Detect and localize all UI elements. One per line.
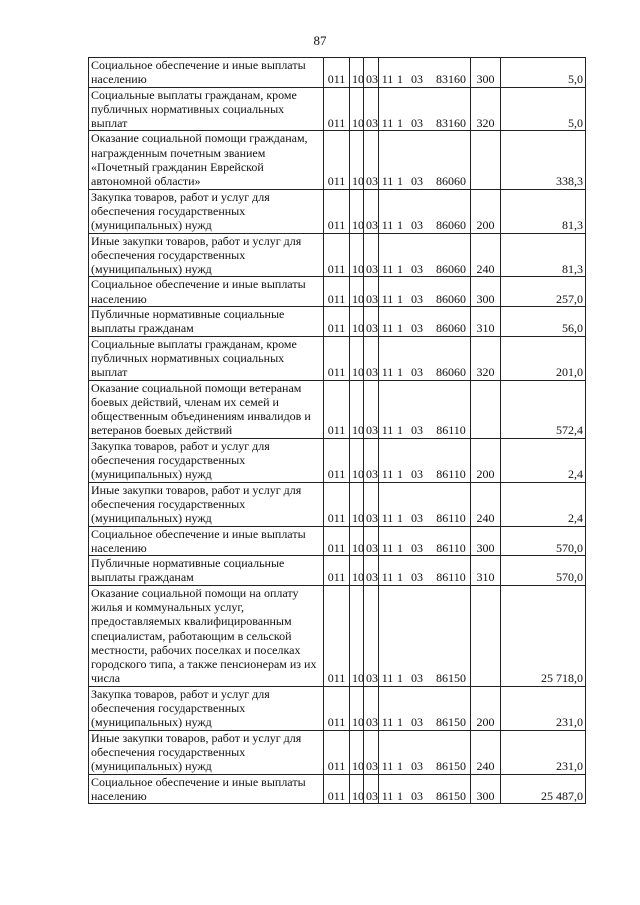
subsection-code: 03: [364, 380, 379, 438]
amount: 81,3: [501, 189, 586, 233]
amount: 201,0: [501, 336, 586, 380]
page-number: 87: [313, 33, 327, 48]
program-code: 11: [381, 218, 394, 233]
main-event-code: 03: [411, 321, 423, 336]
section-code: 10: [350, 87, 364, 131]
ministry-code: 011: [324, 730, 350, 774]
expense-type-code: 300: [471, 526, 501, 556]
main-event-code: 03: [411, 570, 423, 585]
ministry-code: 011: [324, 277, 350, 307]
amount: 338,3: [501, 131, 586, 189]
direction-code: 86150: [436, 715, 466, 730]
target-article: [379, 277, 471, 307]
expense-name: Оказание социальной помощи на оплату жилья и коммунальных услуг, предоставляемых квалифицированным специалистам, работающим в сельской местности, рабочих поселках и поселках городского типа, а также пенсионерам из их числа: [89, 585, 324, 686]
program-code: 11: [381, 262, 394, 277]
expense-name: Социальное обеспечение и иные выплаты населению: [89, 58, 324, 88]
main-event-code: 03: [411, 511, 423, 526]
subprogram-code: 1: [397, 262, 403, 277]
target-article: [379, 87, 471, 131]
table-row: [89, 686, 586, 730]
direction-code: 86060: [436, 262, 466, 277]
program-code: 11: [381, 174, 394, 189]
section-code: 10: [350, 774, 364, 804]
expense-type-code: 310: [471, 307, 501, 337]
subsection-code: 03: [364, 438, 379, 482]
subprogram-code: 1: [397, 72, 403, 87]
expense-type-code: 200: [471, 189, 501, 233]
ministry-code: 011: [324, 307, 350, 337]
table-row: [89, 730, 586, 774]
subsection-code: 03: [364, 131, 379, 189]
subsection-code: 03: [364, 307, 379, 337]
amount: 570,0: [501, 556, 586, 586]
subsection-code: 03: [364, 585, 379, 686]
main-event-code: 03: [411, 291, 423, 306]
direction-code: 86060: [436, 218, 466, 233]
expense-name: Социальные выплаты гражданам, кроме публичных нормативных социальных выплат: [89, 336, 324, 380]
main-event-code: 03: [411, 423, 423, 438]
subprogram-code: 1: [397, 715, 403, 730]
amount: 56,0: [501, 307, 586, 337]
subprogram-code: 1: [397, 467, 403, 482]
target-article: [379, 556, 471, 586]
ministry-code: 011: [324, 189, 350, 233]
subprogram-code: 1: [397, 365, 403, 380]
direction-code: 86150: [436, 759, 466, 774]
expense-name: Социальное обеспечение и иные выплаты населению: [89, 526, 324, 556]
expense-type-code: 300: [471, 58, 501, 88]
main-event-code: 03: [411, 218, 423, 233]
target-article: [379, 189, 471, 233]
expense-type-code: 200: [471, 686, 501, 730]
table-row: [89, 774, 586, 804]
subprogram-code: 1: [397, 540, 403, 555]
ministry-code: 011: [324, 380, 350, 438]
amount: 25 487,0: [501, 774, 586, 804]
amount: 572,4: [501, 380, 586, 438]
ministry-code: 011: [324, 526, 350, 556]
ministry-code: 011: [324, 233, 350, 277]
amount: 231,0: [501, 686, 586, 730]
subsection-code: 03: [364, 526, 379, 556]
ministry-code: 011: [324, 556, 350, 586]
direction-code: 86110: [436, 570, 466, 585]
expense-name: Закупка товаров, работ и услуг для обеспечения государственных (муниципальных) нужд: [89, 189, 324, 233]
table-row: [89, 585, 586, 686]
direction-code: 83160: [436, 72, 466, 87]
table-row: [89, 438, 586, 482]
expense-type-code: 240: [471, 482, 501, 526]
expense-type-code: 200: [471, 438, 501, 482]
program-code: 11: [381, 570, 394, 585]
direction-code: 86150: [436, 671, 466, 686]
expense-name: Оказание социальной помощи гражданам, награжденным почетным званием «Почетный гражданин Еврейской автономной области»: [89, 131, 324, 189]
direction-code: 86110: [436, 540, 466, 555]
amount: 257,0: [501, 277, 586, 307]
subsection-code: 03: [364, 556, 379, 586]
expense-type-code: 300: [471, 774, 501, 804]
expense-name: Иные закупки товаров, работ и услуг для обеспечения государственных (муниципальных) нужд: [89, 482, 324, 526]
section-code: 10: [350, 438, 364, 482]
subprogram-code: 1: [397, 218, 403, 233]
section-code: 10: [350, 189, 364, 233]
amount: 231,0: [501, 730, 586, 774]
target-article: [379, 585, 471, 686]
table-row: [89, 336, 586, 380]
subprogram-code: 1: [397, 671, 403, 686]
table-row: [89, 526, 586, 556]
main-event-code: 03: [411, 262, 423, 277]
section-code: 10: [350, 686, 364, 730]
expense-type-code: 300: [471, 277, 501, 307]
program-code: 11: [381, 423, 394, 438]
subsection-code: 03: [364, 730, 379, 774]
target-article: [379, 526, 471, 556]
direction-code: 86110: [436, 467, 466, 482]
subprogram-code: 1: [397, 570, 403, 585]
program-code: 11: [381, 321, 394, 336]
program-code: 11: [381, 116, 394, 131]
target-article: [379, 58, 471, 88]
ministry-code: 011: [324, 58, 350, 88]
expense-name: Оказание социальной помощи ветеранам боевых действий, членам их семей и общественным объединениям инвалидов и ветеранов боевых действий: [89, 380, 324, 438]
target-article: [379, 482, 471, 526]
main-event-code: 03: [411, 467, 423, 482]
ministry-code: 011: [324, 87, 350, 131]
section-code: 10: [350, 336, 364, 380]
amount: 570,0: [501, 526, 586, 556]
ministry-code: 011: [324, 438, 350, 482]
direction-code: 86060: [436, 321, 466, 336]
table-row: [89, 277, 586, 307]
program-code: 11: [381, 715, 394, 730]
section-code: 10: [350, 730, 364, 774]
expense-type-code: 320: [471, 336, 501, 380]
amount: 5,0: [501, 87, 586, 131]
table-body: [89, 58, 586, 804]
table-row: [89, 482, 586, 526]
amount: 2,4: [501, 438, 586, 482]
target-article: [379, 307, 471, 337]
target-article: [379, 774, 471, 804]
main-event-code: 03: [411, 788, 423, 803]
table-row: [89, 87, 586, 131]
direction-code: 86110: [436, 423, 466, 438]
ministry-code: 011: [324, 585, 350, 686]
table-row: [89, 131, 586, 189]
program-code: 11: [381, 72, 394, 87]
main-event-code: 03: [411, 671, 423, 686]
section-code: 10: [350, 58, 364, 88]
main-event-code: 03: [411, 540, 423, 555]
subsection-code: 03: [364, 336, 379, 380]
target-article: [379, 233, 471, 277]
target-article: [379, 730, 471, 774]
subprogram-code: 1: [397, 788, 403, 803]
subsection-code: 03: [364, 87, 379, 131]
program-code: 11: [381, 671, 394, 686]
ministry-code: 011: [324, 131, 350, 189]
section-code: 10: [350, 131, 364, 189]
section-code: 10: [350, 307, 364, 337]
table-row: [89, 556, 586, 586]
expense-type-code: 240: [471, 730, 501, 774]
amount: 81,3: [501, 233, 586, 277]
ministry-code: 011: [324, 774, 350, 804]
subprogram-code: 1: [397, 511, 403, 526]
subprogram-code: 1: [397, 423, 403, 438]
section-code: 10: [350, 380, 364, 438]
section-code: 10: [350, 556, 364, 586]
subprogram-code: 1: [397, 116, 403, 131]
subsection-code: 03: [364, 58, 379, 88]
table-row: [89, 233, 586, 277]
program-code: 11: [381, 788, 394, 803]
expense-type-code: [471, 585, 501, 686]
target-article: [379, 438, 471, 482]
program-code: 11: [381, 511, 394, 526]
expense-type-code: 240: [471, 233, 501, 277]
expense-type-code: [471, 380, 501, 438]
direction-code: 86060: [436, 174, 466, 189]
section-code: 10: [350, 233, 364, 277]
main-event-code: 03: [411, 174, 423, 189]
subsection-code: 03: [364, 277, 379, 307]
expense-name: Иные закупки товаров, работ и услуг для обеспечения государственных (муниципальных) нужд: [89, 233, 324, 277]
ministry-code: 011: [324, 336, 350, 380]
direction-code: 86060: [436, 291, 466, 306]
table-row: [89, 380, 586, 438]
expense-name: Публичные нормативные социальные выплаты гражданам: [89, 556, 324, 586]
direction-code: 86150: [436, 788, 466, 803]
ministry-code: 011: [324, 686, 350, 730]
program-code: 11: [381, 365, 394, 380]
expense-name: Социальные выплаты гражданам, кроме публичных нормативных социальных выплат: [89, 87, 324, 131]
main-event-code: 03: [411, 365, 423, 380]
target-article: [379, 686, 471, 730]
expense-type-code: 310: [471, 556, 501, 586]
table-row: [89, 307, 586, 337]
subprogram-code: 1: [397, 291, 403, 306]
subsection-code: 03: [364, 686, 379, 730]
section-code: 10: [350, 526, 364, 556]
direction-code: 86060: [436, 365, 466, 380]
expense-type-code: [471, 131, 501, 189]
expense-type-code: 320: [471, 87, 501, 131]
target-article: [379, 380, 471, 438]
program-code: 11: [381, 467, 394, 482]
section-code: 10: [350, 277, 364, 307]
main-event-code: 03: [411, 759, 423, 774]
subsection-code: 03: [364, 774, 379, 804]
subprogram-code: 1: [397, 174, 403, 189]
target-article: [379, 131, 471, 189]
subprogram-code: 1: [397, 759, 403, 774]
program-code: 11: [381, 540, 394, 555]
expense-name: Публичные нормативные социальные выплаты гражданам: [89, 307, 324, 337]
main-event-code: 03: [411, 715, 423, 730]
expense-name: Иные закупки товаров, работ и услуг для обеспечения государственных (муниципальных) нужд: [89, 730, 324, 774]
section-code: 10: [350, 585, 364, 686]
table-row: [89, 58, 586, 88]
program-code: 11: [381, 291, 394, 306]
subsection-code: 03: [364, 189, 379, 233]
expense-name: Социальное обеспечение и иные выплаты населению: [89, 277, 324, 307]
expense-name: Закупка товаров, работ и услуг для обеспечения государственных (муниципальных) нужд: [89, 438, 324, 482]
subprogram-code: 1: [397, 321, 403, 336]
ministry-code: 011: [324, 482, 350, 526]
amount: 5,0: [501, 58, 586, 88]
main-event-code: 03: [411, 116, 423, 131]
direction-code: 86110: [436, 511, 466, 526]
section-code: 10: [350, 482, 364, 526]
budget-table: [88, 57, 586, 804]
main-event-code: 03: [411, 72, 423, 87]
subsection-code: 03: [364, 482, 379, 526]
target-article: [379, 336, 471, 380]
table-row: [89, 189, 586, 233]
amount: 25 718,0: [501, 585, 586, 686]
expense-name: Социальное обеспечение и иные выплаты населению: [89, 774, 324, 804]
program-code: 11: [381, 759, 394, 774]
subsection-code: 03: [364, 233, 379, 277]
direction-code: 83160: [436, 116, 466, 131]
expense-name: Закупка товаров, работ и услуг для обеспечения государственных (муниципальных) нужд: [89, 686, 324, 730]
amount: 2,4: [501, 482, 586, 526]
